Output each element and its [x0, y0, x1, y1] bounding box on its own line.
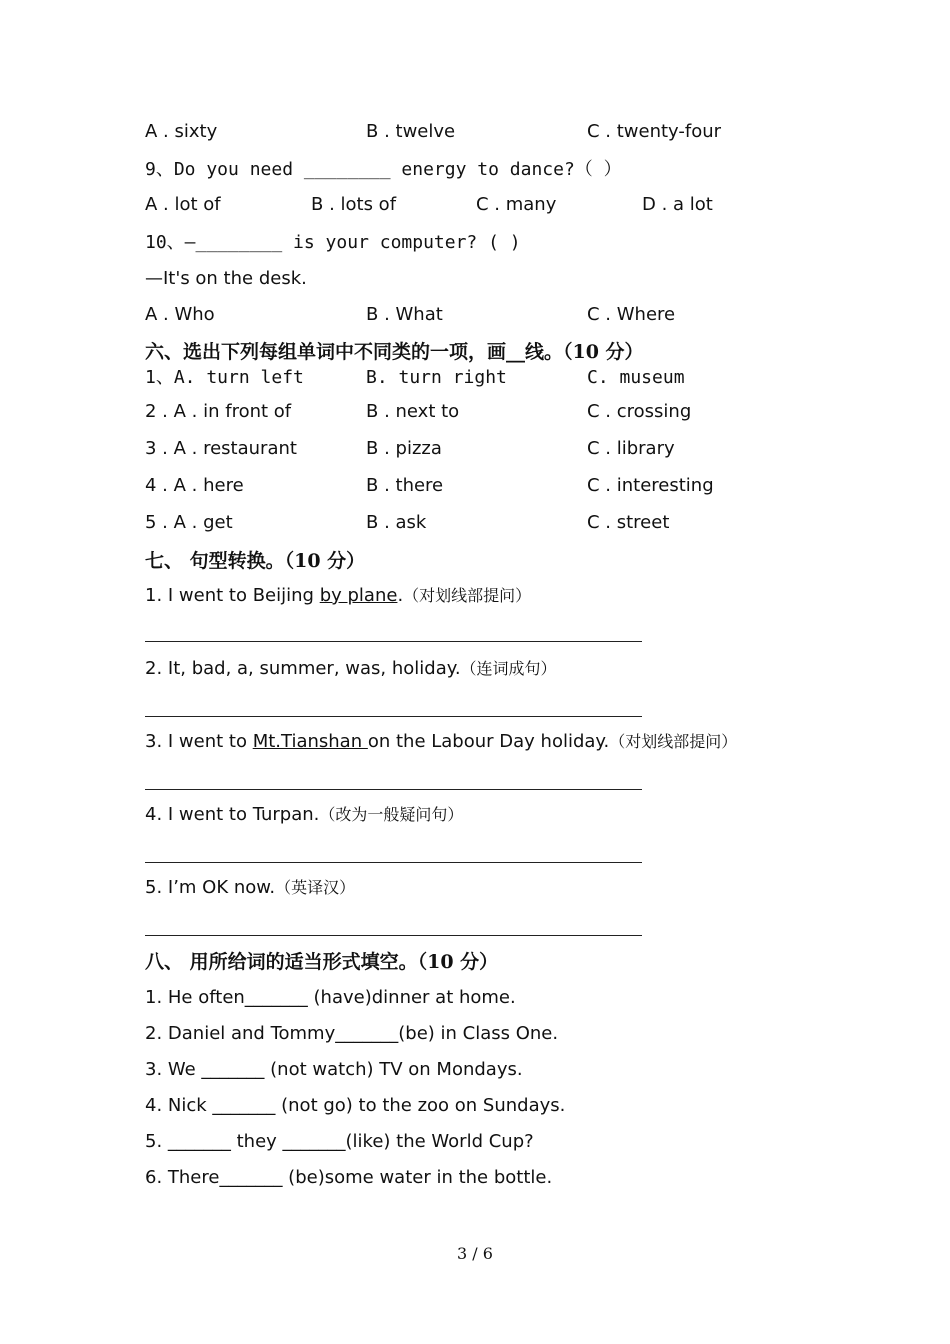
answer-line[interactable] [145, 935, 642, 936]
page-number: 3 / 6 [457, 1244, 493, 1263]
s6-row1-c: C. museum [587, 367, 685, 388]
s6-row4-b: B . there [366, 475, 444, 496]
q9-option-c: C . many [476, 194, 557, 215]
section6-title: 六、选出下列每组单词中不同类的一项，画__线。（10 分） [145, 341, 644, 363]
s6-row1-b: B. turn right [366, 367, 507, 388]
s7-q3: 3. I went to Mt.Tianshan on the Labour Day holiday.（对划线部提问） [145, 731, 738, 752]
q9-option-a: A . lot of [145, 194, 221, 215]
s6-row4-a: 4 . A . here [145, 475, 244, 496]
answer-line[interactable] [145, 789, 642, 790]
s7-q5: 5. I’m OK now.（英译汉） [145, 877, 356, 898]
s7-q2: 2. It, bad, a, summer, was, holiday.（连词成句） [145, 658, 557, 679]
s8-item: 6. There_______ (be)some water in the bottle. [145, 1167, 553, 1188]
s8-item: 3. We _______ (not watch) TV on Mondays. [145, 1059, 523, 1080]
s6-row5-b: B . ask [366, 512, 427, 533]
s6-row3-a: 3 . A . restaurant [145, 438, 297, 459]
q10-stem: 10、—________ is your computer? ( ) [145, 232, 521, 253]
s8-item: 2. Daniel and Tommy_______(be) in Class One. [145, 1023, 559, 1044]
q9-option-b: B . lots of [311, 194, 397, 215]
q10-option-a: A . Who [145, 304, 215, 325]
s6-row5-c: C . street [587, 512, 670, 533]
s8-item: 5. _______ they _______(like) the World Cup? [145, 1131, 534, 1152]
q8-option-b: B . twelve [366, 121, 456, 142]
q10-option-b: B . What [366, 304, 443, 325]
s6-row5-a: 5 . A . get [145, 512, 233, 533]
answer-line[interactable] [145, 716, 642, 717]
s6-row3-b: B . pizza [366, 438, 442, 459]
s6-row3-c: C . library [587, 438, 675, 459]
section7-title: 七、 句型转换。（10 分） [145, 550, 366, 572]
s7-q3-underlined: Mt.Tianshan [252, 731, 368, 752]
s7-q1: 1. I went to Beijing by plane.（对划线部提问） [145, 585, 532, 606]
s6-row2-b: B . next to [366, 401, 460, 422]
section8-title: 八、 用所给词的适当形式填空。（10 分） [145, 951, 499, 973]
q9-option-d: D . a lot [642, 194, 713, 215]
q10-option-c: C . Where [587, 304, 676, 325]
s7-q4: 4. I went to Turpan.（改为一般疑问句） [145, 804, 464, 825]
answer-line[interactable] [145, 862, 642, 863]
s8-item: 4. Nick _______ (not go) to the zoo on Sundays. [145, 1095, 566, 1116]
q8-option-c: C . twenty-four [587, 121, 722, 142]
s8-item: 1. He often_______ (have)dinner at home. [145, 987, 516, 1008]
s6-row1-a: 1、A. turn left [145, 367, 304, 388]
q10-reply: —It's on the desk. [145, 268, 307, 289]
s6-row2-a: 2 . A . in front of [145, 401, 292, 422]
q8-option-a: A . sixty [145, 121, 218, 142]
q9-stem: 9、Do you need ________ energy to dance?（ ） [145, 159, 622, 180]
s7-q1-underlined: by plane [319, 585, 398, 606]
s6-row2-c: C . crossing [587, 401, 692, 422]
s6-row4-c: C . interesting [587, 475, 714, 496]
answer-line[interactable] [145, 641, 642, 642]
